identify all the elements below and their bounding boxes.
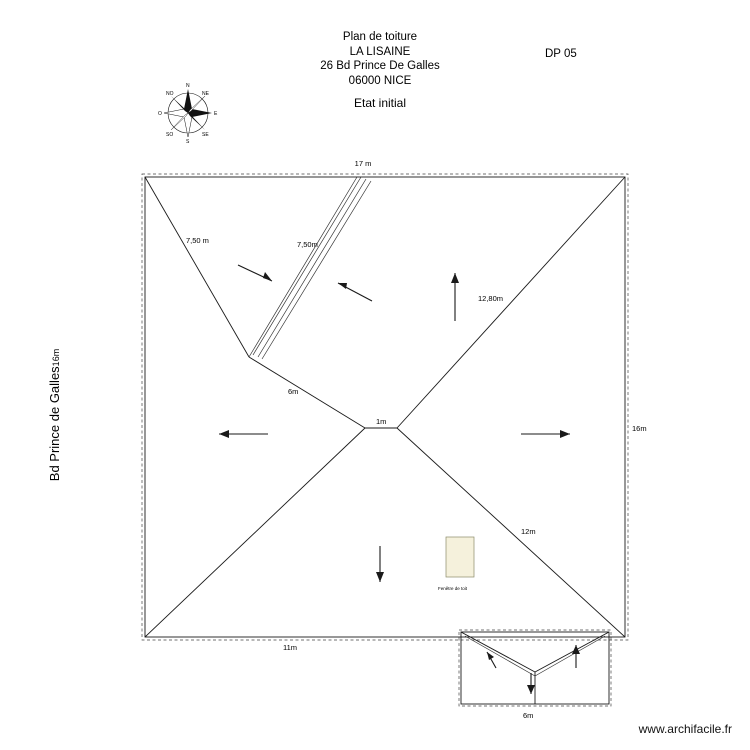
roof-hip-lines [145,177,625,637]
site-watermark: www.archifacile.fr [638,722,732,736]
slope-arrows [219,265,570,582]
annex-roof [459,630,611,706]
slope-arrow-west [219,430,268,438]
compass-west-label: O [158,111,162,117]
roof-window-label: Fenêtre de toit [438,586,468,591]
slope-arrow-north-center [338,283,372,301]
roof-window [446,537,474,577]
compass-southeast-label: SE [202,132,209,138]
slope-arrow-north-up [451,273,459,321]
annex-arrow-down [527,673,535,694]
compass-east-label: E [214,111,218,117]
street-dimension: 16m [51,348,61,367]
dimension-far-right: 16m [632,424,647,433]
annex-arrow-left [487,652,496,668]
compass-rose [158,83,218,145]
compass-northeast-label: NE [202,91,209,97]
dimension-ridge-center: 1m [376,417,387,426]
dimension-ridge-left: 7,50m [297,240,318,249]
dimension-left-slope: 7,50 m [186,236,209,245]
dimension-bottom: 11m [283,643,298,652]
dimension-hip-lower-left: 6m [288,387,299,396]
dimension-lower-right: 12m [521,527,536,536]
compass-northwest-label: NO [166,91,174,97]
slope-arrow-east [521,430,570,438]
compass-southwest-label: SO [166,132,174,138]
title-line-3: 26 Bd Prince De Galles [320,60,440,72]
title-line-2: LA LISAINE [349,45,411,58]
street-name-text: Bd Prince de Galles [47,366,62,482]
dimension-top: 17 m [354,159,372,168]
title-line-4: 06000 NICE [348,74,412,87]
drawing-reference: DP 05 [545,48,577,60]
dimension-annex-bottom: 6m [523,711,534,720]
slope-arrow-nw [238,265,272,281]
title-line-1: Plan de toiture [342,31,418,43]
plan-subtitle: Etat initial [353,96,407,110]
dimension-right: 12,80m [478,294,504,303]
compass-north-label: N [186,83,190,89]
slope-arrow-south [376,546,384,582]
compass-south-label: S [186,139,190,145]
